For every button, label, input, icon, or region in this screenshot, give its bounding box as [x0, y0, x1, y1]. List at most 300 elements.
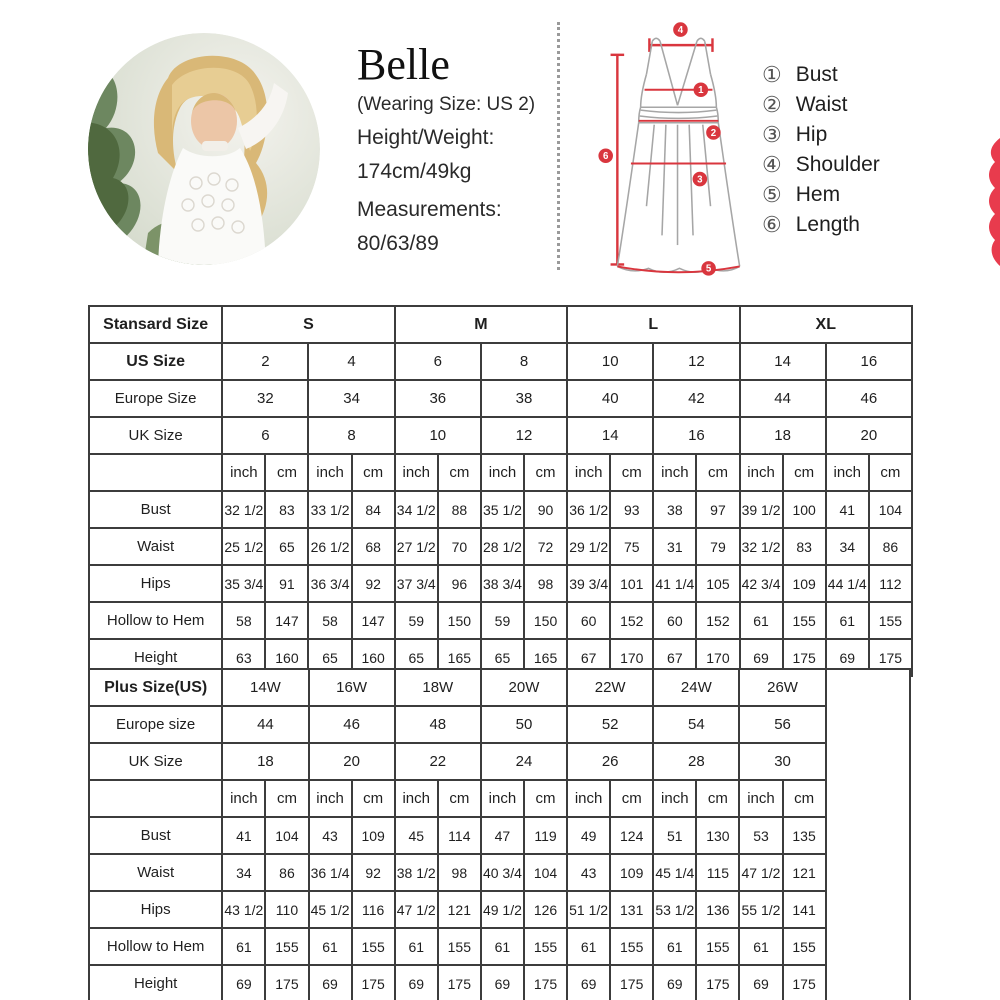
- measurement-value: 109: [352, 817, 395, 854]
- svg-text:6: 6: [603, 151, 609, 163]
- europe-size-value: 54: [653, 706, 739, 743]
- measurement-value: 42 3/4: [740, 565, 783, 602]
- measurement-value: 100: [783, 491, 826, 528]
- measurement-row-label: Hips: [89, 891, 222, 928]
- uk-size-label: UK Size: [89, 743, 222, 780]
- measurement-value: 63: [222, 639, 265, 676]
- svg-text:4: 4: [677, 24, 684, 36]
- europe-size-value: 46: [309, 706, 395, 743]
- table-row: [89, 743, 910, 780]
- measurement-value: 69: [567, 965, 610, 1000]
- measurement-value: 59: [395, 602, 438, 639]
- uk-size-value: 22: [395, 743, 481, 780]
- measurement-value: 86: [869, 528, 912, 565]
- measurement-value: 36 1/4: [309, 854, 352, 891]
- measurement-value: 130: [696, 817, 739, 854]
- measurement-value: 152: [696, 602, 739, 639]
- measurement-value: 61: [740, 602, 783, 639]
- table-row: [89, 565, 912, 602]
- marker-bust: [694, 82, 709, 97]
- legend-label: Hip: [795, 123, 828, 146]
- measurement-value: 109: [783, 565, 826, 602]
- empty-trailing-cell: [826, 669, 910, 1000]
- table-row: [89, 602, 912, 639]
- measurement-value: 150: [524, 602, 567, 639]
- unit-header: cm: [438, 780, 481, 817]
- measurement-value: 109: [610, 854, 653, 891]
- measurement-value: 51: [653, 817, 696, 854]
- measurement-value: 79: [696, 528, 739, 565]
- uk-size-value: 6: [222, 417, 308, 454]
- europe-size-value: 48: [395, 706, 481, 743]
- circled-number-icon: ⑤: [762, 182, 782, 207]
- model-photo-illustration: [88, 33, 320, 265]
- measurement-value: 104: [265, 817, 308, 854]
- measurement-value: 96: [438, 565, 481, 602]
- measurement-legend: [762, 64, 880, 236]
- measurement-value: 165: [524, 639, 567, 676]
- unit-header: cm: [783, 780, 826, 817]
- measurement-row-label: Waist: [89, 854, 222, 891]
- measurement-value: 160: [352, 639, 395, 676]
- us-size-value: 16: [826, 343, 912, 380]
- us-size-label: US Size: [89, 343, 222, 380]
- unit-header: cm: [352, 454, 395, 491]
- plus-size-title: Plus Size(US): [89, 669, 222, 706]
- us-size-value: 10: [567, 343, 653, 380]
- standard-size-table: [88, 305, 913, 677]
- measurement-value: 55 1/2: [739, 891, 782, 928]
- measurement-value: 104: [869, 491, 912, 528]
- measurement-value: 147: [352, 602, 395, 639]
- measurement-value: 45 1/2: [309, 891, 352, 928]
- size-group-header: S: [222, 306, 394, 343]
- measurement-value: 67: [567, 639, 610, 676]
- measurement-value: 25 1/2: [222, 528, 265, 565]
- table-row: [89, 965, 910, 1000]
- measurement-value: 91: [265, 565, 308, 602]
- measurement-value: 115: [696, 854, 739, 891]
- plus-size-header: 20W: [481, 669, 567, 706]
- measurement-value: 61: [567, 928, 610, 965]
- unit-header: cm: [352, 780, 395, 817]
- measurement-value: 32 1/2: [222, 491, 265, 528]
- legend-item-length: [762, 214, 880, 236]
- measurement-row-label: Bust: [89, 817, 222, 854]
- table-row: [89, 669, 910, 706]
- measurement-value: 69: [740, 639, 783, 676]
- measurement-value: 69: [826, 639, 869, 676]
- uk-size-value: 20: [826, 417, 912, 454]
- measurement-value: 86: [265, 854, 308, 891]
- measurement-value: 49 1/2: [481, 891, 524, 928]
- us-size-value: 8: [481, 343, 567, 380]
- height-weight-label: Height/Weight:: [357, 126, 495, 149]
- measurement-value: 39 1/2: [740, 491, 783, 528]
- europe-size-value: 50: [481, 706, 567, 743]
- europe-size-label: Europe size: [89, 706, 222, 743]
- europe-size-value: 34: [308, 380, 394, 417]
- circled-number-icon: ③: [762, 122, 782, 147]
- measurement-value: 110: [265, 891, 308, 928]
- measurement-value: 98: [438, 854, 481, 891]
- unit-header: inch: [395, 454, 438, 491]
- europe-size-value: 42: [653, 380, 739, 417]
- measurement-value: 93: [610, 491, 653, 528]
- measurement-value: 155: [783, 928, 826, 965]
- measurement-value: 155: [524, 928, 567, 965]
- unit-header: cm: [438, 454, 481, 491]
- measurement-value: 43 1/2: [222, 891, 265, 928]
- measurement-value: 31: [653, 528, 696, 565]
- svg-text:2: 2: [710, 127, 717, 139]
- measurement-value: 61: [222, 928, 265, 965]
- measurement-value: 44 1/4: [826, 565, 869, 602]
- measurement-value: 75: [610, 528, 653, 565]
- measurement-value: 155: [438, 928, 481, 965]
- circled-number-icon: ②: [762, 92, 782, 117]
- dotted-divider: [557, 22, 560, 270]
- legend-label: Length: [795, 213, 860, 236]
- measurement-value: 175: [610, 965, 653, 1000]
- circled-number-icon: ④: [762, 152, 782, 177]
- measurement-value: 155: [352, 928, 395, 965]
- measurement-value: 98: [524, 565, 567, 602]
- measure-guides: [617, 90, 739, 272]
- unit-header: inch: [653, 454, 696, 491]
- table-row: [89, 854, 910, 891]
- europe-size-value: 32: [222, 380, 308, 417]
- measurement-value: 36 3/4: [308, 565, 351, 602]
- measurement-value: 70: [438, 528, 481, 565]
- table-row: [89, 343, 912, 380]
- measurement-row-label: Height: [89, 639, 222, 676]
- measurement-value: 45: [395, 817, 438, 854]
- uk-size-value: 18: [222, 743, 308, 780]
- measurements-label: Measurements:: [357, 198, 502, 221]
- measurement-value: 155: [869, 602, 912, 639]
- measurement-value: 43: [309, 817, 352, 854]
- uk-size-value: 12: [481, 417, 567, 454]
- measurement-row-label: Hollow to Hem: [89, 602, 222, 639]
- measurement-value: 69: [395, 965, 438, 1000]
- measurement-value: 88: [438, 491, 481, 528]
- measurement-row-label: Hips: [89, 565, 222, 602]
- measurement-value: 97: [696, 491, 739, 528]
- measurement-value: 39 3/4: [567, 565, 610, 602]
- measurement-value: 92: [352, 565, 395, 602]
- us-size-value: 4: [308, 343, 394, 380]
- us-size-value: 2: [222, 343, 308, 380]
- model-photo: [88, 33, 320, 265]
- measurement-value: 136: [696, 891, 739, 928]
- unit-header: inch: [567, 780, 610, 817]
- standard-size-title: Stansard Size: [89, 306, 222, 343]
- plus-size-header: 24W: [653, 669, 739, 706]
- uk-size-value: 26: [567, 743, 653, 780]
- legend-label: Waist: [795, 93, 848, 116]
- measurement-value: 33 1/2: [308, 491, 351, 528]
- empty-cell: [89, 780, 222, 817]
- unit-header: inch: [308, 454, 351, 491]
- measurement-value: 175: [783, 965, 826, 1000]
- measurement-value: 84: [352, 491, 395, 528]
- legend-item-hem: [762, 184, 880, 206]
- measurement-value: 60: [653, 602, 696, 639]
- europe-size-value: 46: [826, 380, 912, 417]
- uk-size-value: 8: [308, 417, 394, 454]
- measurement-value: 41 1/4: [653, 565, 696, 602]
- measurement-value: 112: [869, 565, 912, 602]
- unit-header: inch: [826, 454, 869, 491]
- unit-header: inch: [567, 454, 610, 491]
- europe-size-value: 40: [567, 380, 653, 417]
- measurement-value: 175: [869, 639, 912, 676]
- us-size-value: 6: [395, 343, 481, 380]
- measurement-value: 69: [739, 965, 782, 1000]
- measurement-value: 40 3/4: [481, 854, 524, 891]
- measurement-value: 60: [567, 602, 610, 639]
- measurement-value: 155: [783, 602, 826, 639]
- measurement-value: 45 1/4: [653, 854, 696, 891]
- measurement-value: 121: [783, 854, 826, 891]
- europe-size-value: 56: [739, 706, 825, 743]
- measurement-value: 58: [308, 602, 351, 639]
- measurement-value: 38: [653, 491, 696, 528]
- unit-header: cm: [610, 454, 653, 491]
- europe-size-value: 38: [481, 380, 567, 417]
- measurement-value: 175: [438, 965, 481, 1000]
- unit-header: cm: [524, 454, 567, 491]
- plus-size-header: 14W: [222, 669, 308, 706]
- table-row: [89, 780, 910, 817]
- table-row: [89, 891, 910, 928]
- dress-sketch: [617, 38, 739, 272]
- table-row: [89, 380, 912, 417]
- measurement-value: 105: [696, 565, 739, 602]
- svg-text:5: 5: [705, 263, 712, 275]
- unit-header: inch: [481, 780, 524, 817]
- measurement-value: 155: [265, 928, 308, 965]
- legend-item-waist: [762, 94, 880, 116]
- size-group-header: XL: [740, 306, 912, 343]
- measurement-value: 61: [309, 928, 352, 965]
- uk-size-value: 20: [309, 743, 395, 780]
- unit-header: inch: [222, 454, 265, 491]
- circled-number-icon: ⑥: [762, 212, 782, 237]
- measurement-value: 104: [524, 854, 567, 891]
- measurement-value: 65: [395, 639, 438, 676]
- measurement-value: 175: [524, 965, 567, 1000]
- unit-header: cm: [265, 454, 308, 491]
- europe-size-value: 44: [740, 380, 826, 417]
- measurement-value: 150: [438, 602, 481, 639]
- unit-header: inch: [653, 780, 696, 817]
- unit-header: inch: [740, 454, 783, 491]
- measurement-value: 61: [739, 928, 782, 965]
- marker-shoulder: [673, 22, 688, 37]
- measurement-value: 43: [567, 854, 610, 891]
- europe-size-value: 36: [395, 380, 481, 417]
- measurement-value: 160: [265, 639, 308, 676]
- measurement-value: 65: [265, 528, 308, 565]
- measurement-value: 83: [265, 491, 308, 528]
- legend-label: Hem: [795, 183, 841, 206]
- measurement-value: 47 1/2: [739, 854, 782, 891]
- measurement-value: 175: [265, 965, 308, 1000]
- size-group-header: L: [567, 306, 739, 343]
- legend-label: Bust: [795, 63, 838, 86]
- svg-text:3: 3: [697, 174, 703, 186]
- unit-header: inch: [222, 780, 265, 817]
- measurement-value: 35 1/2: [481, 491, 524, 528]
- measurement-value: 34: [222, 854, 265, 891]
- uk-size-value: 14: [567, 417, 653, 454]
- wearing-size: (Wearing Size: US 2): [357, 94, 536, 115]
- measurement-row-label: Bust: [89, 491, 222, 528]
- unit-header: inch: [481, 454, 524, 491]
- europe-size-value: 52: [567, 706, 653, 743]
- legend-label: Shoulder: [795, 153, 880, 176]
- measurement-value: 126: [524, 891, 567, 928]
- measurement-value: 155: [610, 928, 653, 965]
- measurement-value: 83: [783, 528, 826, 565]
- measurement-value: 47 1/2: [395, 891, 438, 928]
- measurement-value: 61: [481, 928, 524, 965]
- measurement-value: 170: [610, 639, 653, 676]
- unit-header: cm: [524, 780, 567, 817]
- plus-size-header: 18W: [395, 669, 481, 706]
- measurement-value: 35 3/4: [222, 565, 265, 602]
- measurement-value: 51 1/2: [567, 891, 610, 928]
- measurement-row-label: Waist: [89, 528, 222, 565]
- unit-header: cm: [696, 454, 739, 491]
- europe-size-value: 44: [222, 706, 308, 743]
- plus-size-header: 22W: [567, 669, 653, 706]
- measurement-value: 69: [481, 965, 524, 1000]
- unit-header: cm: [696, 780, 739, 817]
- unit-header: inch: [309, 780, 352, 817]
- legend-item-bust: [762, 64, 880, 86]
- uk-size-label: UK Size: [89, 417, 222, 454]
- table-row: [89, 928, 910, 965]
- measurement-value: 69: [309, 965, 352, 1000]
- measurement-value: 26 1/2: [308, 528, 351, 565]
- measurement-value: 32 1/2: [740, 528, 783, 565]
- measurement-value: 165: [438, 639, 481, 676]
- legend-item-hip: [762, 124, 880, 146]
- measurement-value: 58: [222, 602, 265, 639]
- unit-header: inch: [395, 780, 438, 817]
- uk-size-value: 18: [740, 417, 826, 454]
- uk-size-value: 10: [395, 417, 481, 454]
- measurement-value: 116: [352, 891, 395, 928]
- marker-waist: [706, 125, 721, 140]
- measurement-value: 155: [696, 928, 739, 965]
- measurement-value: 119: [524, 817, 567, 854]
- measurement-value: 61: [653, 928, 696, 965]
- measurement-value: 67: [653, 639, 696, 676]
- unit-header: cm: [869, 454, 912, 491]
- plus-size-table: [88, 668, 911, 1000]
- measurement-value: 36 1/2: [567, 491, 610, 528]
- measurement-value: 37 3/4: [395, 565, 438, 602]
- measurement-value: 29 1/2: [567, 528, 610, 565]
- measurements-value: 80/63/89: [357, 232, 439, 255]
- measurement-value: 121: [438, 891, 481, 928]
- plus-size-header: 26W: [739, 669, 825, 706]
- measurement-value: 175: [352, 965, 395, 1000]
- uk-size-value: 28: [653, 743, 739, 780]
- measurement-value: 114: [438, 817, 481, 854]
- measurement-value: 61: [826, 602, 869, 639]
- size-group-header: M: [395, 306, 567, 343]
- measurement-value: 170: [696, 639, 739, 676]
- unit-header: cm: [265, 780, 308, 817]
- uk-size-value: 16: [653, 417, 739, 454]
- measurement-value: 53: [739, 817, 782, 854]
- measurement-value: 47: [481, 817, 524, 854]
- dress-diagram: [596, 10, 761, 286]
- measurement-value: 141: [783, 891, 826, 928]
- svg-text:1: 1: [698, 85, 704, 97]
- legend-item-shoulder: [762, 154, 880, 176]
- uk-size-value: 30: [739, 743, 825, 780]
- measurement-value: 53 1/2: [653, 891, 696, 928]
- measurement-value: 61: [395, 928, 438, 965]
- measurement-value: 69: [653, 965, 696, 1000]
- measurement-value: 101: [610, 565, 653, 602]
- measurement-value: 90: [524, 491, 567, 528]
- measurement-row-label: Height: [89, 965, 222, 1000]
- measurement-value: 41: [826, 491, 869, 528]
- table-row: [89, 417, 912, 454]
- plus-size-header: 16W: [309, 669, 395, 706]
- measurement-value: 175: [696, 965, 739, 1000]
- measurement-value: 28 1/2: [481, 528, 524, 565]
- measurement-value: 152: [610, 602, 653, 639]
- uk-size-value: 24: [481, 743, 567, 780]
- measurement-value: 65: [308, 639, 351, 676]
- table-row: [89, 306, 912, 343]
- measurement-value: 49: [567, 817, 610, 854]
- unit-header: inch: [739, 780, 782, 817]
- unit-header: cm: [610, 780, 653, 817]
- measurement-value: 65: [481, 639, 524, 676]
- measurement-value: 38 3/4: [481, 565, 524, 602]
- measurement-row-label: Hollow to Hem: [89, 928, 222, 965]
- marker-hip: [693, 172, 708, 187]
- measurement-value: 92: [352, 854, 395, 891]
- measurement-value: 59: [481, 602, 524, 639]
- measurement-value: 41: [222, 817, 265, 854]
- red-ribbon-decoration: [985, 138, 1000, 266]
- us-size-value: 14: [740, 343, 826, 380]
- table-row: [89, 706, 910, 743]
- measurement-value: 68: [352, 528, 395, 565]
- empty-cell: [89, 454, 222, 491]
- measurement-value: 27 1/2: [395, 528, 438, 565]
- height-weight-value: 174cm/49kg: [357, 160, 472, 183]
- measurement-value: 135: [783, 817, 826, 854]
- circled-number-icon: ①: [762, 62, 782, 87]
- measurement-value: 131: [610, 891, 653, 928]
- measurement-value: 72: [524, 528, 567, 565]
- measurement-value: 175: [783, 639, 826, 676]
- table-row: [89, 454, 912, 491]
- model-name: Belle: [357, 40, 450, 89]
- measurement-value: 124: [610, 817, 653, 854]
